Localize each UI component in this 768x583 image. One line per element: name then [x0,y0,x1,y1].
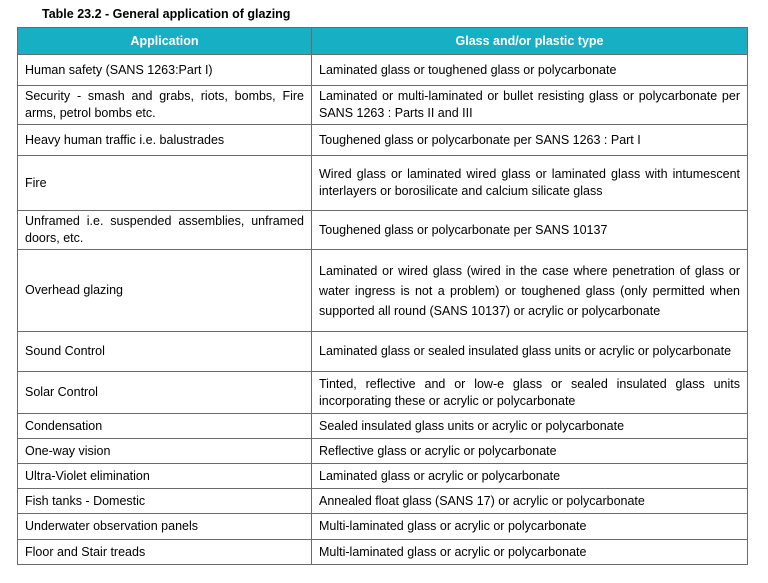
table-row [18,464,748,489]
table-row [18,439,748,464]
application-cell: Security - smash and grabs, riots, bombs, Fire arms, petrol bombs etc. [18,86,312,125]
table-row [18,489,748,514]
application-cell: Sound Control [18,332,312,372]
table-row [18,332,748,372]
application-cell: Floor and Stair treads [18,540,312,565]
table-row [18,414,748,439]
glass-type-cell: Laminated or multi-laminated or bullet resisting glass or polycarbonate per SANS 1263 : Parts II and III [312,86,748,125]
application-cell: Fire [18,156,312,211]
application-cell: Fish tanks - Domestic [18,489,312,514]
table-row [18,125,748,156]
application-cell: Overhead glazing [18,250,312,332]
application-cell: Ultra-Violet elimination [18,464,312,489]
table-caption: Table 23.2 - General application of glazing [42,7,291,21]
table-row [18,250,748,332]
table-row [18,514,748,540]
glass-type-cell: Annealed float glass (SANS 17) or acrylic or polycarbonate [312,489,748,514]
glass-type-cell: Toughened glass or polycarbonate per SANS 1263 : Part I [312,125,748,156]
column-header-glass-type: Glass and/or plastic type [312,28,748,55]
application-cell: Condensation [18,414,312,439]
table-row [18,86,748,125]
application-cell: Underwater observation panels [18,514,312,540]
table-row [18,55,748,86]
glass-type-cell: Sealed insulated glass units or acrylic or polycarbonate [312,414,748,439]
application-cell: One-way vision [18,439,312,464]
application-cell: Unframed i.e. suspended assemblies, unframed doors, etc. [18,211,312,250]
glass-type-cell: Toughened glass or polycarbonate per SANS 10137 [312,211,748,250]
table-header-row [18,28,748,55]
glass-type-cell: Laminated glass or toughened glass or polycarbonate [312,55,748,86]
application-cell: Human safety (SANS 1263:Part I) [18,55,312,86]
column-header-application: Application [18,28,312,55]
table-row [18,540,748,565]
glass-type-cell: Multi-laminated glass or acrylic or polycarbonate [312,514,748,540]
glass-type-cell: Reflective glass or acrylic or polycarbonate [312,439,748,464]
glass-type-cell: Laminated glass or acrylic or polycarbonate [312,464,748,489]
application-cell: Heavy human traffic i.e. balustrades [18,125,312,156]
application-cell: Solar Control [18,372,312,414]
glass-type-cell: Laminated glass or sealed insulated glass units or acrylic or polycarbonate [312,332,748,372]
table-row [18,156,748,211]
glazing-table [17,27,748,565]
glass-type-cell: Wired glass or laminated wired glass or laminated glass with intumescent interlayers or borosilicate and calcium silicate glass [312,156,748,211]
table-row [18,372,748,414]
table-row [18,211,748,250]
glass-type-cell: Tinted, reflective and or low-e glass or sealed insulated glass units incorporating these or acrylic or polycarbonate [312,372,748,414]
glass-type-cell: Laminated or wired glass (wired in the case where penetration of glass or water ingress is not a problem) or toughened glass (only permitted when supported all round (SANS 10137) or acrylic or polycarbonate [312,250,748,332]
glass-type-cell: Multi-laminated glass or acrylic or polycarbonate [312,540,748,565]
